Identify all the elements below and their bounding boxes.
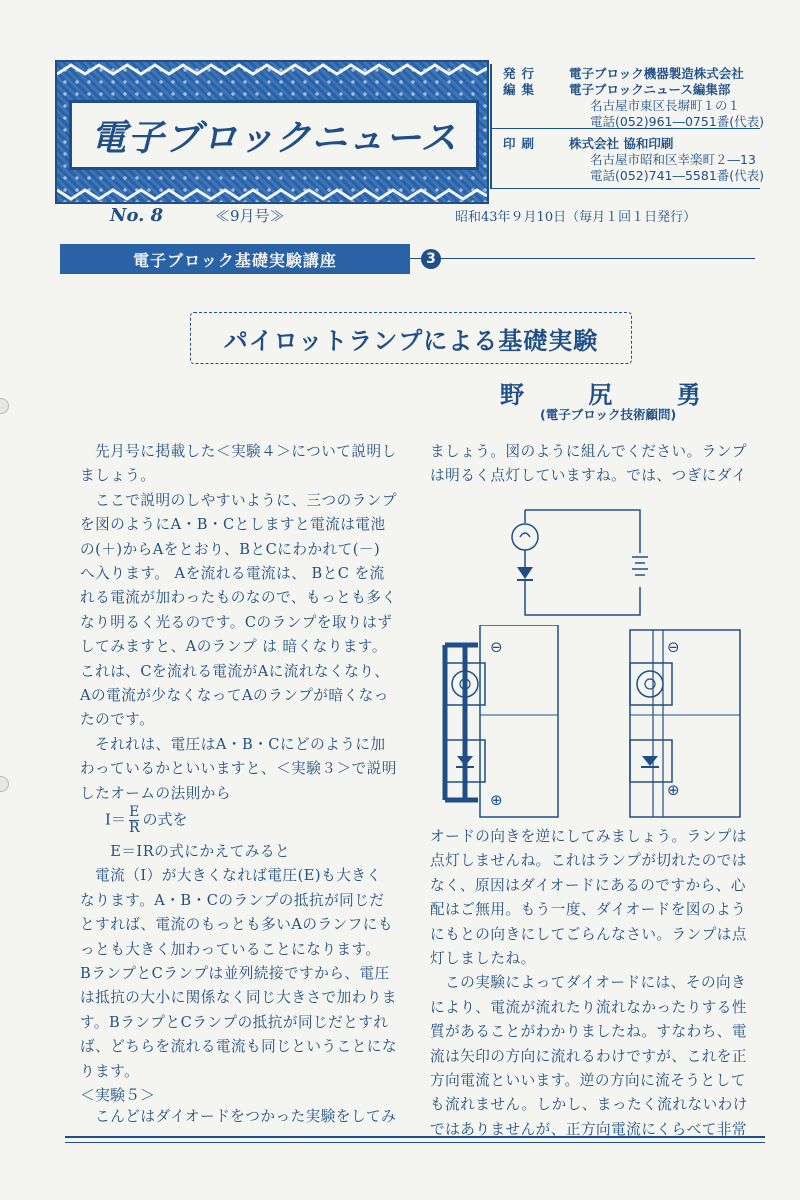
lamp-icon — [512, 524, 538, 550]
plus-terminal-right: ⊕ — [667, 781, 680, 799]
bottom-rule — [65, 1136, 765, 1143]
formula-numerator: E — [129, 804, 140, 820]
issue-date: 昭和43年９月10日（毎月１回１日発行） — [455, 210, 697, 225]
lamp-block-right-icon — [637, 671, 663, 697]
plus-terminal: ⊕ — [490, 791, 503, 809]
right-column-text-1: ましょう。図のように組んでください。ランプ は明るく点灯していますね。では、つぎにダイ — [430, 443, 747, 485]
formula-denominator: R — [128, 820, 140, 836]
circuit-wire-bottom — [525, 587, 640, 615]
block-rail-right — [653, 630, 663, 817]
print-value: 株式会社 協和印刷 — [569, 136, 674, 151]
edit-phone: 電話(052)961―0751番(代表) — [590, 114, 765, 129]
series-rule — [410, 258, 755, 259]
block-board-right — [630, 630, 740, 817]
issue-number: No. 8 — [110, 205, 164, 226]
issue-month: ≪9月号≫ — [215, 207, 285, 225]
binder-hole-bottom — [0, 776, 9, 792]
edit-address: 名古屋市東区長塀町１の１ — [590, 98, 741, 113]
author-role: (電子ブロック技術顧問) — [540, 407, 677, 422]
experiment-5-label: ＜実験５＞ — [80, 1086, 156, 1104]
formula-fraction — [129, 805, 140, 836]
left-column-text-3: こんどはダイオードをつかった実験をしてみ — [80, 1108, 397, 1125]
publisher-info — [495, 66, 765, 184]
print-label: 印刷 — [503, 136, 541, 151]
masthead-title-box — [69, 100, 479, 170]
print-phone: 電話(052)741―5581番(代表) — [590, 168, 765, 183]
series-title: 電子ブロック基礎実験講座 — [60, 244, 410, 274]
series-number: 3 — [421, 249, 441, 269]
minus-terminal: ⊖ — [490, 638, 503, 656]
diode-block-right-icon — [642, 756, 658, 766]
edit-label: 編集 — [503, 82, 541, 97]
block-diagram-left — [440, 625, 570, 820]
circuit-diagram — [510, 505, 655, 620]
right-column-text-2: オードの向きを逆にしてみましょう。ランプは 点灯しませんね。これはランプが切れたのでは なく、原因はダイオードにあるのですから、心 配はご無用。もう一度、ダイオードを図のよう にもとの向きにしてごらんなさい。ランプは点 灯しましたね。 この実験によってダイオードには、その向き により、電流が流れたり流れなかったりする性 質があることがわかりましたね。すなわち、電 流は矢印の方向に流れるわけですが、これを正 方向電流といいます。逆の方向に流そうとして も流れません。しかし、まったく流れないわけ ではありませんが、正方向電流にくらべて非常 — [430, 828, 748, 1138]
ohm-formula — [105, 805, 188, 836]
article-title-box — [190, 312, 632, 364]
article-title: パイロットランプによる基礎実験 — [223, 326, 599, 355]
diode-icon — [517, 567, 533, 579]
issued-value: 電子ブロック機器製造株式会社 — [569, 66, 744, 81]
zigzag-border-bottom — [57, 186, 487, 202]
author-name: 野 尻 勇 — [500, 380, 729, 409]
print-address: 名古屋市昭和区幸楽町２―13 — [590, 152, 756, 167]
minus-terminal-right: ⊖ — [667, 638, 680, 656]
block-diagram-right — [625, 625, 755, 820]
circuit-wire-top — [525, 510, 640, 553]
left-column-text-1: 先月号に掲載した＜実験４＞について説明し ましょう。 ここで説明のしやすいように、三つのランプ を図のようにA・B・Cとしますと電流は電池 の(＋)からAをとおり、BとCにわかれて(－) へ入ります。 Aを流れる電流は、 BとC を流 れる電流が加わったものなので、もっとも多く なり明るく光るのです。Cのランプを取りはず してみますと、Aのランプ は 暗くなります。 これは、Cを流れる電流がAに流れなくなり、 Aの電流が少なくなってAのランプが暗くなっ たのです。 それれは、電圧はA・B・Cにどのように加 わっているかといいますと、＜実験３＞で説明 したオームの法則から — [80, 443, 397, 802]
left-column-text-2: E＝IRの式にかえてみると 電流（I）が大きくなれば電圧(E)も大きく なります。A・B・Cのランプの抵抗が同じだ とすれば、電流のもっとも多いAのランフにも っとも大きく加わっていることになります。 BランプとCランプは並列続接ですから、電圧 は抵抗の大小に関係なく同じ大きさで加わりま す。BランプとCランプの抵抗が同じだとすれ ば、どちらを流れる電流も同じということにな ります。 — [80, 843, 397, 1080]
publisher-bottom-rule — [490, 188, 760, 189]
issued-label: 発行 — [503, 66, 541, 81]
battery-icon — [632, 557, 648, 575]
block-rail — [445, 645, 478, 800]
zigzag-border-top — [57, 62, 487, 78]
binder-hole-top — [0, 398, 9, 414]
lamp-filament — [520, 533, 530, 537]
masthead-title: 電子ブロックニュース — [90, 117, 458, 159]
formula-lhs: I＝ — [105, 810, 126, 829]
masthead-logo — [55, 60, 489, 204]
publisher-divider — [490, 64, 492, 189]
formula-rhs: の式を — [142, 810, 188, 829]
diode-block-icon — [457, 756, 473, 766]
edit-value: 電子ブロックニュース編集部 — [569, 82, 731, 97]
